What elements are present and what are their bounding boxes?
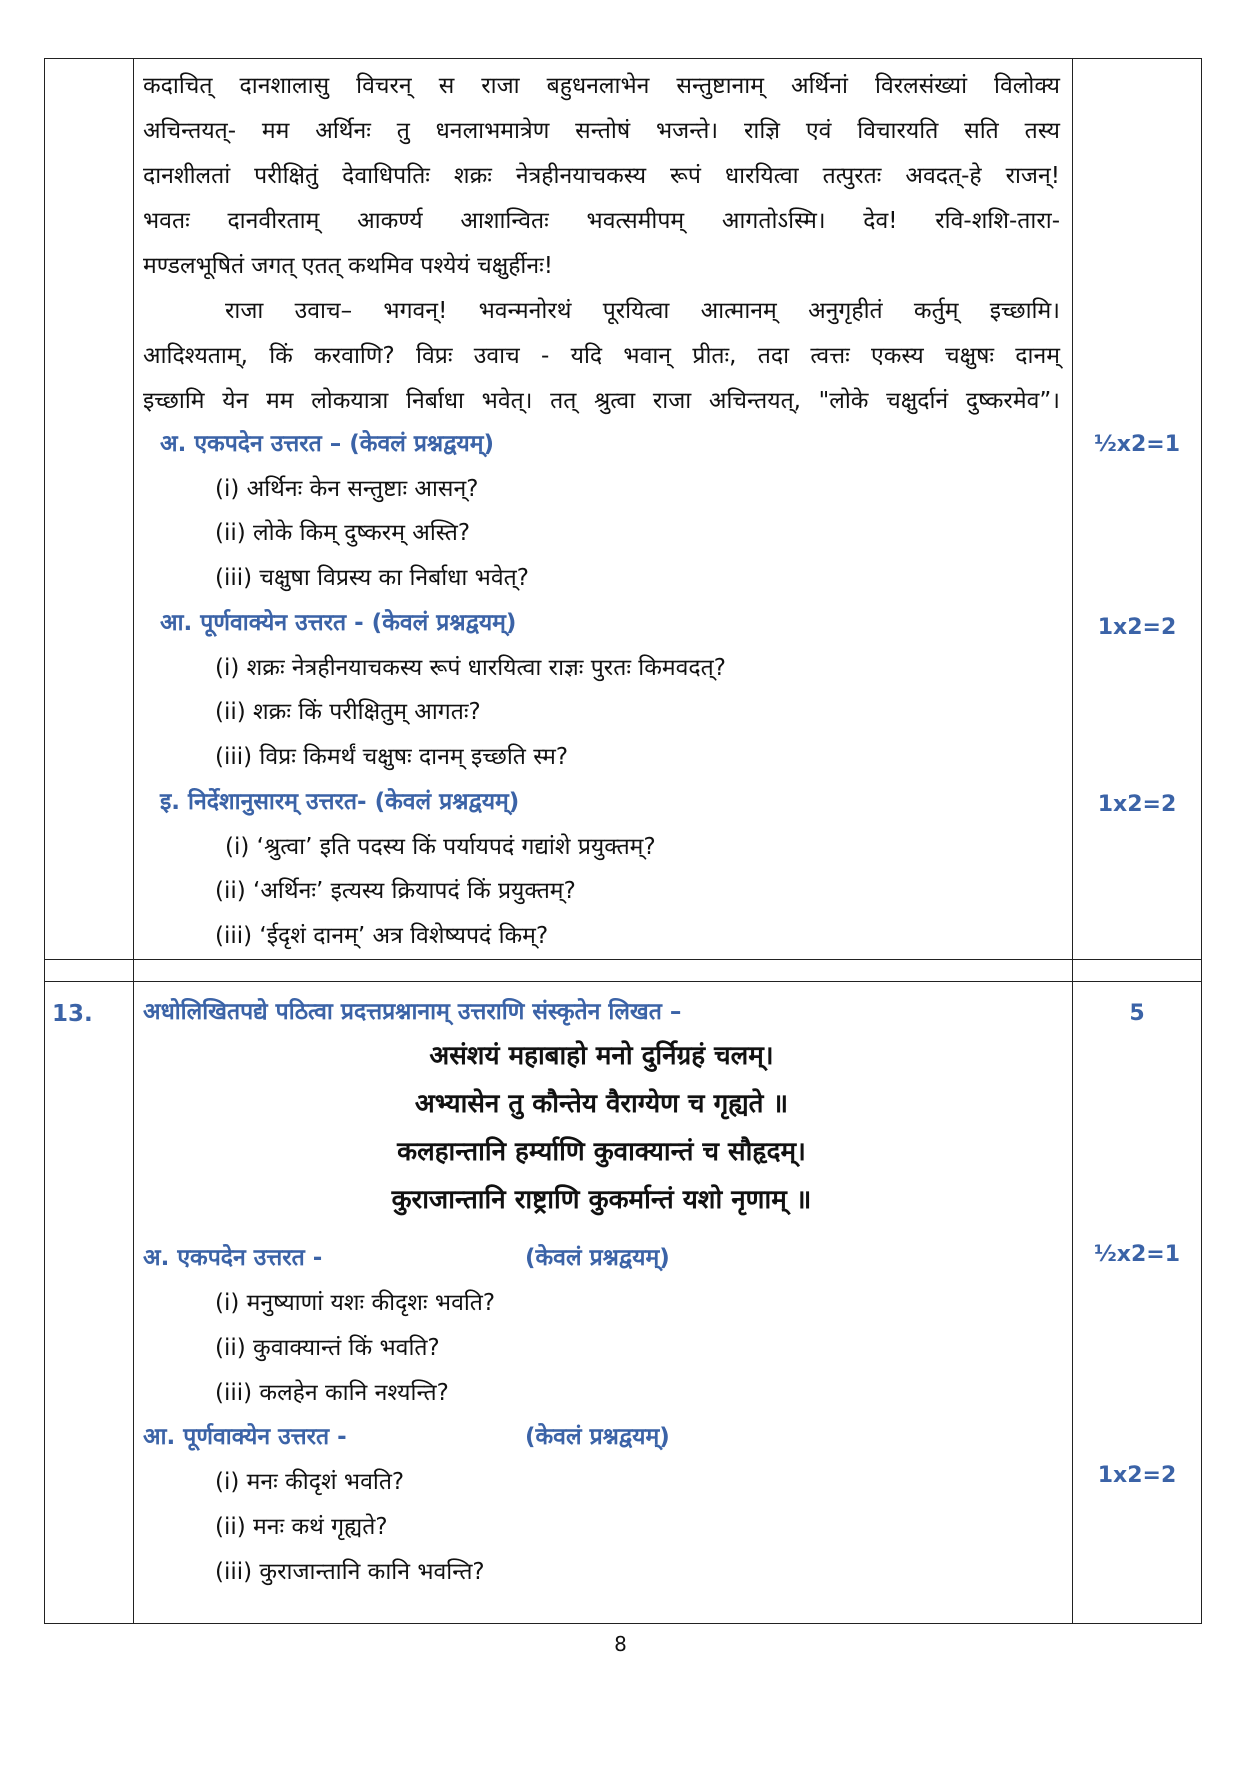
column-divider-number bbox=[133, 59, 134, 1623]
question-item: (i) अर्थिनः केन सन्तुष्टाः आसन्? bbox=[215, 476, 479, 502]
marks-b: 1x2=2 bbox=[1097, 615, 1177, 640]
row-divider-2 bbox=[45, 981, 1201, 982]
marks-c: 1x2=2 bbox=[1097, 792, 1177, 817]
row-divider-1 bbox=[45, 959, 1201, 960]
section-note-b: (केवलं प्रश्नद्वयम्) bbox=[525, 1424, 670, 1450]
verse-line: असंशयं महाबाहो मनो दुर्निग्रहं चलम्। bbox=[429, 1041, 774, 1071]
passage-line: भवतः दानवीरताम् आकर्ण्य आशान्वितः भवत्समीपम् आगतोऽस्मि। देव! रवि-शशि-तारा- bbox=[143, 208, 1060, 234]
passage bbox=[143, 64, 1060, 424]
question-item: (i) मनः कीदृशं भवति? bbox=[215, 1469, 405, 1495]
section-note-a: (केवलं प्रश्नद्वयम्) bbox=[525, 1245, 670, 1271]
marks-b: 1x2=2 bbox=[1097, 1463, 1177, 1488]
verse-line: कलहान्तानि हर्म्याणि कुवाक्यान्तं च सौहृदम्। bbox=[397, 1137, 806, 1167]
question-item: (iii) चक्षुषा विप्रस्य का निर्बाधा भवेत्? bbox=[215, 565, 529, 591]
question-item: (i) शक्रः नेत्रहीनयाचकस्य रूपं धारयित्वा राज्ञः पुरतः किमवदत्? bbox=[215, 655, 726, 681]
marks-a: ½x2=1 bbox=[1093, 432, 1180, 457]
marks-q13: 5 bbox=[1129, 1001, 1145, 1026]
verse-line: कुराजान्तानि राष्ट्राणि कुकर्मान्तं यशो नृणाम् ॥ bbox=[391, 1185, 812, 1215]
passage-line: आदिश्यताम्, किं करवाणि? विप्रः उवाच - यदि भवान् प्रीतः, तदा त्वत्तः एकस्य चक्षुषः दानम् bbox=[143, 343, 1060, 369]
question-instruction: अधोलिखितपद्ये पठित्वा प्रदत्तप्रश्नानाम् उत्तराणि संस्कृतेन लिखत – bbox=[143, 999, 682, 1025]
question-item: (i) मनुष्याणां यशः कीदृशः भवति? bbox=[215, 1290, 496, 1316]
question-item: (ii) शक्रः किं परीक्षितुम् आगतः? bbox=[215, 699, 481, 725]
question-item: (iii) कुराजान्तानि कानि भवन्ति? bbox=[215, 1559, 485, 1585]
passage-line: इच्छामि येन मम लोकयात्रा निर्बाधा भवेत्। तत् श्रुत्वा राजा अचिन्तयत्, "लोके चक्षुर्दानं दुष्करमेव”। bbox=[143, 388, 1060, 414]
section-heading-a: अ. एकपदेन उत्तरत - bbox=[143, 1245, 323, 1271]
section-heading-b: आ. पूर्णवाक्येन उत्तरत - (केवलं प्रश्नद्वयम्) bbox=[160, 610, 517, 636]
question-number: 13. bbox=[52, 1001, 93, 1027]
question-item: (ii) लोके किम् दुष्करम् अस्ति? bbox=[215, 520, 471, 546]
marks-a: ½x2=1 bbox=[1093, 1242, 1180, 1267]
question-item: (iii) ‘ईदृशं दानम्’ अत्र विशेष्यपदं किम्? bbox=[215, 923, 549, 949]
section-heading-a: अ. एकपदेन उत्तरत – (केवलं प्रश्नद्वयम्) bbox=[160, 431, 495, 457]
passage-line: अचिन्तयत्- मम अर्थिनः तु धनलाभमात्रेण सन्तोषं भजन्ते। राज्ञि एवं विचारयति सति तस्य bbox=[143, 118, 1060, 144]
passage-line: राजा उवाच– भगवन्! भवन्मनोरथं पूरयित्वा आत्मानम् अनुगृहीतं कर्तुम् इच्छामि। bbox=[225, 298, 1060, 324]
verse-line: अभ्यासेन तु कौन्तेय वैराग्येण च गृह्यते ॥ bbox=[414, 1089, 789, 1119]
column-divider-marks bbox=[1072, 59, 1073, 1623]
question-item: (iii) कलहेन कानि नश्यन्ति? bbox=[215, 1380, 449, 1406]
question-item: (ii) कुवाक्यान्तं किं भवति? bbox=[215, 1335, 440, 1361]
section-heading-b: आ. पूर्णवाक्येन उत्तरत - bbox=[143, 1424, 347, 1450]
question-item: (i) ‘श्रुत्वा’ इति पदस्य किं पर्यायपदं गद्यांशे प्रयुक्तम्? bbox=[225, 834, 656, 860]
question-item: (iii) विप्रः किमर्थं चक्षुषः दानम् इच्छति स्म? bbox=[215, 744, 569, 770]
passage-line: मण्डलभूषितं जगत् एतत् कथमिव पश्येयं चक्षुर्हीनः! bbox=[143, 253, 554, 279]
page-number: 8 bbox=[614, 1632, 627, 1656]
question-item: (ii) ‘अर्थिनः’ इत्यस्य क्रियापदं किं प्रयुक्तम्? bbox=[215, 878, 576, 904]
passage-line: दानशीलतां परीक्षितुं देवाधिपतिः शक्रः नेत्रहीनयाचकस्य रूपं धारयित्वा तत्पुरतः अवदत्-हे राजन्! bbox=[143, 163, 1060, 189]
section-heading-c: इ. निर्देशानुसारम् उत्तरत- (केवलं प्रश्नद्वयम्) bbox=[160, 789, 520, 815]
passage-line: कदाचित् दानशालासु विचरन् स राजा बहुधनलाभेन सन्तुष्टानाम् अर्थिनां विरलसंख्यां विलोक्य bbox=[143, 73, 1060, 99]
question-item: (ii) मनः कथं गृह्यते? bbox=[215, 1514, 388, 1540]
